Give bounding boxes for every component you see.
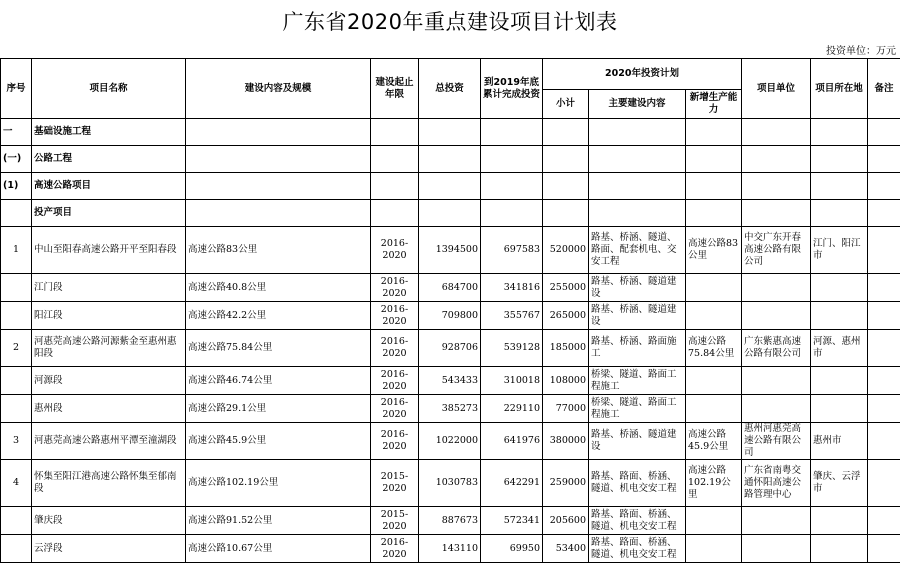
row-location: 肇庆、云浮市 xyxy=(811,460,868,507)
empty-cell xyxy=(868,200,900,227)
row-unit-org xyxy=(742,535,811,563)
row-content: 高速公路91.52公里 xyxy=(186,507,371,535)
empty-cell xyxy=(868,119,900,146)
header-plan2020: 2020年投资计划 xyxy=(543,59,742,90)
row-content: 高速公路75.84公里 xyxy=(186,330,371,367)
empty-cell xyxy=(186,200,371,227)
empty-cell xyxy=(742,146,811,173)
row-subtotal: 108000 xyxy=(543,367,589,395)
row-subtotal: 259000 xyxy=(543,460,589,507)
row-location xyxy=(811,507,868,535)
empty-cell xyxy=(742,173,811,200)
row-years: 2016-2020 xyxy=(371,535,419,563)
row-cumulative: 355767 xyxy=(481,302,543,330)
row-unit-org: 广东省南粤交通怀阳高速公路管理中心 xyxy=(742,460,811,507)
section-seq xyxy=(1,200,32,227)
empty-cell xyxy=(371,146,419,173)
row-cumulative: 341816 xyxy=(481,274,543,302)
row-unit-org xyxy=(742,367,811,395)
row-remark xyxy=(868,395,900,423)
table-row xyxy=(1,330,900,367)
row-unit-org: 广东紫惠高速公路有限公司 xyxy=(742,330,811,367)
section-row xyxy=(1,173,900,200)
empty-cell xyxy=(419,200,481,227)
table-row xyxy=(1,423,900,460)
row-subtotal: 205600 xyxy=(543,507,589,535)
row-unit-org: 中交广东开春高速公路有限公司 xyxy=(742,227,811,274)
row-seq xyxy=(1,395,32,423)
row-main-content: 路基、路面、桥涵、隧道、机电交安工程 xyxy=(589,535,686,563)
row-subtotal: 53400 xyxy=(543,535,589,563)
row-location xyxy=(811,395,868,423)
empty-cell xyxy=(811,200,868,227)
empty-cell xyxy=(186,119,371,146)
row-unit-org: 惠州河惠莞高速公路有限公司 xyxy=(742,423,811,460)
row-name: 河惠莞高速公路河源紫金至惠州惠阳段 xyxy=(32,330,186,367)
header-years: 建设起止年限 xyxy=(371,59,419,119)
table-row xyxy=(1,535,900,563)
row-total: 709800 xyxy=(419,302,481,330)
section-label: 投产项目 xyxy=(32,200,186,227)
row-total: 543433 xyxy=(419,367,481,395)
row-unit-org xyxy=(742,274,811,302)
row-main-content: 路基、桥涵、路面施工 xyxy=(589,330,686,367)
empty-cell xyxy=(686,119,742,146)
table-row xyxy=(1,227,900,274)
row-new-capacity xyxy=(686,535,742,563)
row-main-content: 路基、路面、桥涵、隧道、机电交安工程 xyxy=(589,507,686,535)
header-remark: 备注 xyxy=(868,59,900,119)
row-seq xyxy=(1,274,32,302)
row-new-capacity: 高速公路75.84公里 xyxy=(686,330,742,367)
empty-cell xyxy=(811,173,868,200)
row-unit-org xyxy=(742,395,811,423)
row-remark xyxy=(868,507,900,535)
row-subtotal: 255000 xyxy=(543,274,589,302)
row-cumulative: 539128 xyxy=(481,330,543,367)
row-main-content: 路基、桥涵、隧道建设 xyxy=(589,302,686,330)
row-seq: 2 xyxy=(1,330,32,367)
header-main-content: 主要建设内容 xyxy=(589,90,686,119)
row-content: 高速公路45.9公里 xyxy=(186,423,371,460)
empty-cell xyxy=(481,200,543,227)
row-location xyxy=(811,274,868,302)
header-seq: 序号 xyxy=(1,59,32,119)
row-remark xyxy=(868,367,900,395)
header-name: 项目名称 xyxy=(32,59,186,119)
row-new-capacity xyxy=(686,395,742,423)
empty-cell xyxy=(868,146,900,173)
header-content: 建设内容及规模 xyxy=(186,59,371,119)
empty-cell xyxy=(686,173,742,200)
row-remark xyxy=(868,274,900,302)
row-name: 阳江段 xyxy=(32,302,186,330)
section-row xyxy=(1,200,900,227)
row-cumulative: 697583 xyxy=(481,227,543,274)
row-cumulative: 310018 xyxy=(481,367,543,395)
row-name: 河惠莞高速公路惠州平潭至潼湖段 xyxy=(32,423,186,460)
empty-cell xyxy=(589,119,686,146)
row-name: 中山至阳春高速公路开平至阳春段 xyxy=(32,227,186,274)
row-total: 1030783 xyxy=(419,460,481,507)
row-content: 高速公路46.74公里 xyxy=(186,367,371,395)
empty-cell xyxy=(811,146,868,173)
table-row xyxy=(1,507,900,535)
row-years: 2015-2020 xyxy=(371,507,419,535)
row-unit-org xyxy=(742,507,811,535)
table-row xyxy=(1,302,900,330)
row-name: 怀集至阳江港高速公路怀集至郁南段 xyxy=(32,460,186,507)
row-name: 河源段 xyxy=(32,367,186,395)
row-content: 高速公路40.8公里 xyxy=(186,274,371,302)
row-seq xyxy=(1,367,32,395)
row-total: 1022000 xyxy=(419,423,481,460)
section-label: 公路工程 xyxy=(32,146,186,173)
table-row xyxy=(1,395,900,423)
row-seq: 3 xyxy=(1,423,32,460)
row-main-content: 路基、桥涵、隧道建设 xyxy=(589,274,686,302)
empty-cell xyxy=(811,119,868,146)
row-seq xyxy=(1,507,32,535)
row-content: 高速公路10.67公里 xyxy=(186,535,371,563)
row-main-content: 桥梁、隧道、路面工程施工 xyxy=(589,367,686,395)
empty-cell xyxy=(589,200,686,227)
row-main-content: 路基、桥涵、隧道、路面、配套机电、交安工程 xyxy=(589,227,686,274)
empty-cell xyxy=(481,119,543,146)
empty-cell xyxy=(543,146,589,173)
row-name: 惠州段 xyxy=(32,395,186,423)
header-cumulative: 到2019年底累计完成投资 xyxy=(481,59,543,119)
row-name: 肇庆段 xyxy=(32,507,186,535)
header-unit-org: 项目单位 xyxy=(742,59,811,119)
row-content: 高速公路29.1公里 xyxy=(186,395,371,423)
row-new-capacity xyxy=(686,302,742,330)
empty-cell xyxy=(371,200,419,227)
row-cumulative: 641976 xyxy=(481,423,543,460)
row-content: 高速公路102.19公里 xyxy=(186,460,371,507)
header-total: 总投资 xyxy=(419,59,481,119)
row-main-content: 桥梁、隧道、路面工程施工 xyxy=(589,395,686,423)
row-remark xyxy=(868,535,900,563)
empty-cell xyxy=(543,200,589,227)
row-location xyxy=(811,535,868,563)
row-years: 2015-2020 xyxy=(371,460,419,507)
row-name: 云浮段 xyxy=(32,535,186,563)
row-seq xyxy=(1,535,32,563)
row-years: 2016-2020 xyxy=(371,274,419,302)
row-years: 2016-2020 xyxy=(371,330,419,367)
empty-cell xyxy=(589,173,686,200)
empty-cell xyxy=(419,173,481,200)
row-seq: 4 xyxy=(1,460,32,507)
row-total: 143110 xyxy=(419,535,481,563)
row-years: 2016-2020 xyxy=(371,302,419,330)
row-new-capacity: 高速公路102.19公里 xyxy=(686,460,742,507)
row-location xyxy=(811,367,868,395)
table-row xyxy=(1,367,900,395)
empty-cell xyxy=(186,146,371,173)
row-total: 928706 xyxy=(419,330,481,367)
row-subtotal: 380000 xyxy=(543,423,589,460)
unit-note: 投资单位：万元 xyxy=(826,46,896,57)
section-label: 高速公路项目 xyxy=(32,173,186,200)
empty-cell xyxy=(419,146,481,173)
row-total: 684700 xyxy=(419,274,481,302)
row-seq xyxy=(1,302,32,330)
row-new-capacity xyxy=(686,367,742,395)
row-subtotal: 520000 xyxy=(543,227,589,274)
row-years: 2016-2020 xyxy=(371,395,419,423)
empty-cell xyxy=(543,119,589,146)
empty-cell xyxy=(742,119,811,146)
row-remark xyxy=(868,302,900,330)
section-row xyxy=(1,146,900,173)
row-subtotal: 185000 xyxy=(543,330,589,367)
empty-cell xyxy=(868,173,900,200)
row-content: 高速公路42.2公里 xyxy=(186,302,371,330)
row-seq: 1 xyxy=(1,227,32,274)
section-seq: 一 xyxy=(1,119,32,146)
row-new-capacity xyxy=(686,507,742,535)
empty-cell xyxy=(186,173,371,200)
row-remark xyxy=(868,330,900,367)
row-unit-org xyxy=(742,302,811,330)
row-years: 2016-2020 xyxy=(371,367,419,395)
empty-cell xyxy=(589,146,686,173)
empty-cell xyxy=(686,200,742,227)
row-remark xyxy=(868,423,900,460)
section-seq: (一) xyxy=(1,146,32,173)
page-title: 广东省2020年重点建设项目计划表 xyxy=(282,10,618,34)
row-years: 2016-2020 xyxy=(371,423,419,460)
row-years: 2016-2020 xyxy=(371,227,419,274)
row-remark xyxy=(868,460,900,507)
row-remark xyxy=(868,227,900,274)
header-subtotal: 小计 xyxy=(543,90,589,119)
row-cumulative: 572341 xyxy=(481,507,543,535)
table-row xyxy=(1,274,900,302)
row-total: 887673 xyxy=(419,507,481,535)
table-row xyxy=(1,460,900,507)
row-total: 385273 xyxy=(419,395,481,423)
row-total: 1394500 xyxy=(419,227,481,274)
row-location: 河源、惠州市 xyxy=(811,330,868,367)
section-seq: (1) xyxy=(1,173,32,200)
section-label: 基础设施工程 xyxy=(32,119,186,146)
empty-cell xyxy=(543,173,589,200)
empty-cell xyxy=(686,146,742,173)
section-row xyxy=(1,119,900,146)
row-cumulative: 69950 xyxy=(481,535,543,563)
row-content: 高速公路83公里 xyxy=(186,227,371,274)
row-name: 江门段 xyxy=(32,274,186,302)
row-location xyxy=(811,302,868,330)
empty-cell xyxy=(371,119,419,146)
empty-cell xyxy=(742,200,811,227)
empty-cell xyxy=(371,173,419,200)
row-new-capacity: 高速公路45.9公里 xyxy=(686,423,742,460)
project-table xyxy=(0,58,900,563)
row-new-capacity xyxy=(686,274,742,302)
row-new-capacity: 高速公路83公里 xyxy=(686,227,742,274)
empty-cell xyxy=(419,119,481,146)
row-main-content: 路基、路面、桥涵、隧道、机电交安工程 xyxy=(589,460,686,507)
row-subtotal: 77000 xyxy=(543,395,589,423)
row-cumulative: 642291 xyxy=(481,460,543,507)
row-cumulative: 229110 xyxy=(481,395,543,423)
row-location: 江门、阳江市 xyxy=(811,227,868,274)
row-location: 惠州市 xyxy=(811,423,868,460)
row-subtotal: 265000 xyxy=(543,302,589,330)
header-new-capacity: 新增生产能力 xyxy=(686,90,742,119)
empty-cell xyxy=(481,173,543,200)
header-location: 项目所在地 xyxy=(811,59,868,119)
row-main-content: 路基、桥涵、隧道建设 xyxy=(589,423,686,460)
empty-cell xyxy=(481,146,543,173)
